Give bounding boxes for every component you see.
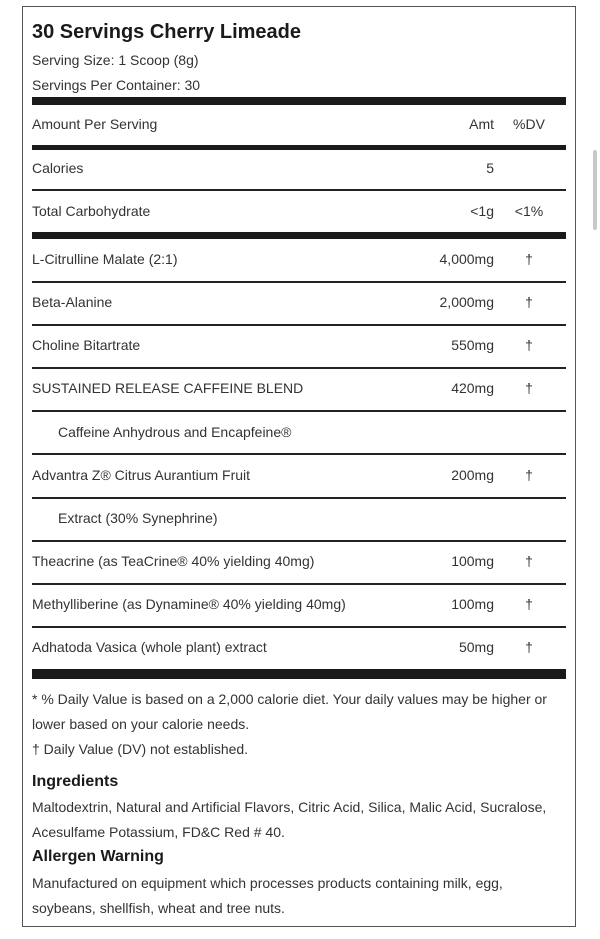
row-dv: <1% xyxy=(514,203,544,219)
row-dv: † xyxy=(525,251,533,267)
table-row xyxy=(32,337,566,357)
row-dv: † xyxy=(525,337,533,353)
row-amt: 100mg xyxy=(451,553,494,569)
row-amt: 200mg xyxy=(451,467,494,483)
row-name: Adhatoda Vasica (whole plant) extract xyxy=(32,639,267,655)
row-amt: 2,000mg xyxy=(439,294,494,310)
row-divider xyxy=(32,626,566,628)
daily-value-footnote: * % Daily Value is based on a 2,000 calorie diet. Your daily values may be higher or lower based on your calorie needs. xyxy=(32,691,547,732)
row-name: Beta-Alanine xyxy=(32,294,113,310)
allergen-text: Manufactured on equipment which processes products containing milk, egg, soybeans, shellfish, wheat and tree nuts. xyxy=(32,875,503,916)
row-amt: 420mg xyxy=(451,380,494,396)
servings-per-container: Servings Per Container: 30 xyxy=(32,77,201,93)
row-name: Advantra Z® Citrus Aurantium Fruit xyxy=(32,467,251,483)
serving-size: Serving Size: 1 Scoop (8g) xyxy=(32,52,199,68)
table-row xyxy=(32,553,566,573)
dv-not-established-footnote: † Daily Value (DV) not established. xyxy=(32,741,249,757)
medium-divider xyxy=(32,145,566,150)
table-row xyxy=(32,510,566,530)
table-row xyxy=(32,424,566,444)
thick-divider xyxy=(32,97,566,105)
row-amt: 5 xyxy=(486,160,494,176)
row-name: Theacrine (as TeaCrine® 40% yielding 40mg) xyxy=(32,553,315,569)
ingredients-heading: Ingredients xyxy=(32,773,119,790)
row-dv: † xyxy=(525,294,533,310)
row-dv: † xyxy=(525,639,533,655)
row-dv: † xyxy=(525,596,533,612)
row-divider xyxy=(32,497,566,499)
row-name: Calories xyxy=(32,160,84,176)
thick-divider xyxy=(32,232,566,239)
row-name: SUSTAINED RELEASE CAFFEINE BLEND xyxy=(32,380,304,396)
row-amt: 4,000mg xyxy=(439,251,494,267)
allergen-heading: Allergen Warning xyxy=(32,848,164,865)
row-divider xyxy=(32,453,566,455)
header-amt: Amt xyxy=(469,116,494,132)
row-divider xyxy=(32,189,566,191)
table-header-row xyxy=(32,116,566,136)
ingredients-text: Maltodextrin, Natural and Artificial Flavors, Citric Acid, Silica, Malic Acid, Sucralose, Acesulfame Potassium, FD&C Red # 40. xyxy=(32,799,547,840)
table-row xyxy=(32,160,566,180)
row-divider xyxy=(32,583,566,585)
row-dv: † xyxy=(525,467,533,483)
header-label: Amount Per Serving xyxy=(32,116,158,132)
row-amt: 550mg xyxy=(451,337,494,353)
table-row xyxy=(32,467,566,487)
row-divider xyxy=(32,410,566,412)
row-dv: † xyxy=(525,553,533,569)
scrollbar[interactable] xyxy=(593,150,597,230)
row-name: L-Citrulline Malate (2:1) xyxy=(32,251,178,267)
row-name: Caffeine Anhydrous and Encapfeine® xyxy=(58,424,292,440)
table-row xyxy=(32,596,566,616)
row-amt: 50mg xyxy=(458,639,494,655)
row-divider xyxy=(32,540,566,542)
row-divider xyxy=(32,324,566,326)
row-divider xyxy=(32,281,566,283)
row-amt: <1g xyxy=(470,203,494,219)
table-row xyxy=(32,639,566,659)
row-amt: 100mg xyxy=(451,596,494,612)
table-row xyxy=(32,380,566,400)
row-name: Choline Bitartrate xyxy=(32,337,141,353)
row-name: Methylliberine (as Dynamine® 40% yielding 40mg) xyxy=(32,596,346,612)
supplement-facts-panel xyxy=(22,6,576,927)
thick-divider xyxy=(32,669,566,679)
row-dv: † xyxy=(525,380,533,396)
header-dv: %DV xyxy=(513,116,545,132)
row-name: Extract (30% Synephrine) xyxy=(58,510,218,526)
table-row xyxy=(32,203,566,223)
table-row xyxy=(32,251,566,271)
row-name: Total Carbohydrate xyxy=(32,203,151,219)
product-title: 30 Servings Cherry Limeade xyxy=(32,21,302,43)
row-divider xyxy=(32,367,566,369)
table-row xyxy=(32,294,566,314)
